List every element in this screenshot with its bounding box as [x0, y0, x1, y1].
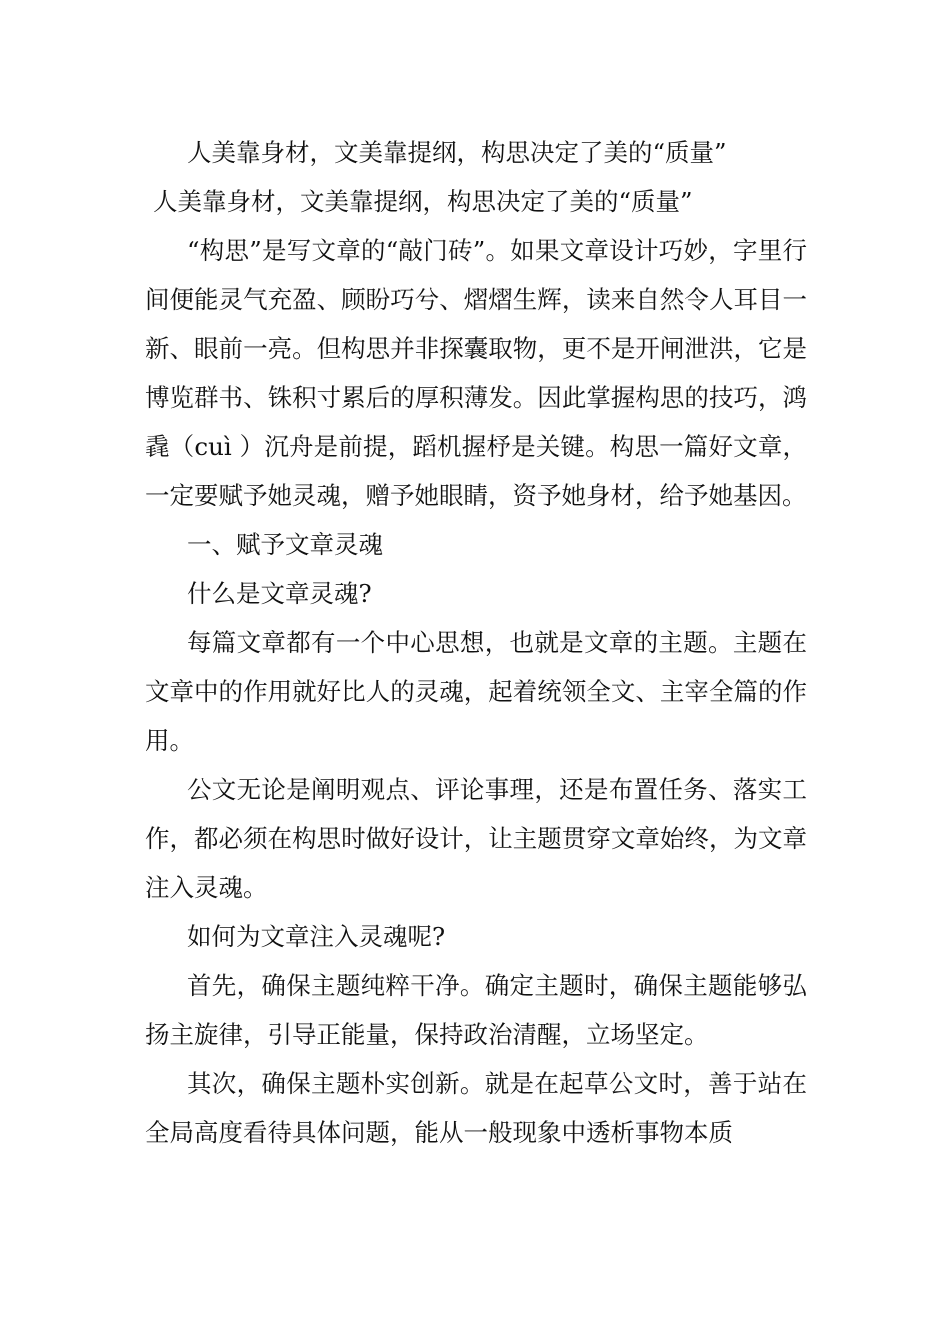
paragraph-first-point: 首先，确保主题纯粹干净。确定主题时，确保主题能够弘扬主旋律，引导正能量，保持政治清醒，立场坚定。	[145, 971, 807, 1049]
paragraph-theme-definition: 每篇文章都有一个中心思想，也就是文章的主题。主题在文章中的作用就好比人的灵魂，起着统领全文、主宰全篇的作用。	[145, 628, 807, 755]
paragraph-intro: “构思”是写文章的“敲门砖”。如果文章设计巧妙，字里行间便能灵气充盈、顾盼巧兮、熠熠生辉，读来自然令人耳目一新、眼前一亮。但构思并非探囊取物，更不是开闸泄洪，它是博览群书、铢积寸累后的厚积薄发。因此掌握构思的技巧，鸿毳（cuì ）沉舟是前提，蹈机握杼是关键。构思一篇好文章，一定要赋予她灵魂，赠予她眼睛，资予她身材，给予她基因。	[145, 236, 807, 510]
document-body	[145, 128, 807, 1157]
section-heading: 一、赋予文章灵魂	[187, 530, 383, 559]
paragraph-second-point: 其次，确保主题朴实创新。就是在起草公文时，善于站在全局高度看待具体问题，能从一般现象中透析事物本质	[145, 1069, 807, 1147]
document-title-repeat: 人美靠身材，文美靠提纲，构思决定了美的“质量”	[153, 187, 693, 216]
paragraph-question-2: 如何为文章注入灵魂呢?	[187, 922, 446, 951]
paragraph-official-document: 公文无论是阐明观点、评论事理，还是布置任务、落实工作，都必须在构思时做好设计，让主题贯穿文章始终，为文章注入灵魂。	[145, 775, 807, 902]
paragraph-question-1: 什么是文章灵魂?	[187, 579, 372, 608]
document-title: 人美靠身材，文美靠提纲，构思决定了美的“质量”	[187, 138, 727, 167]
